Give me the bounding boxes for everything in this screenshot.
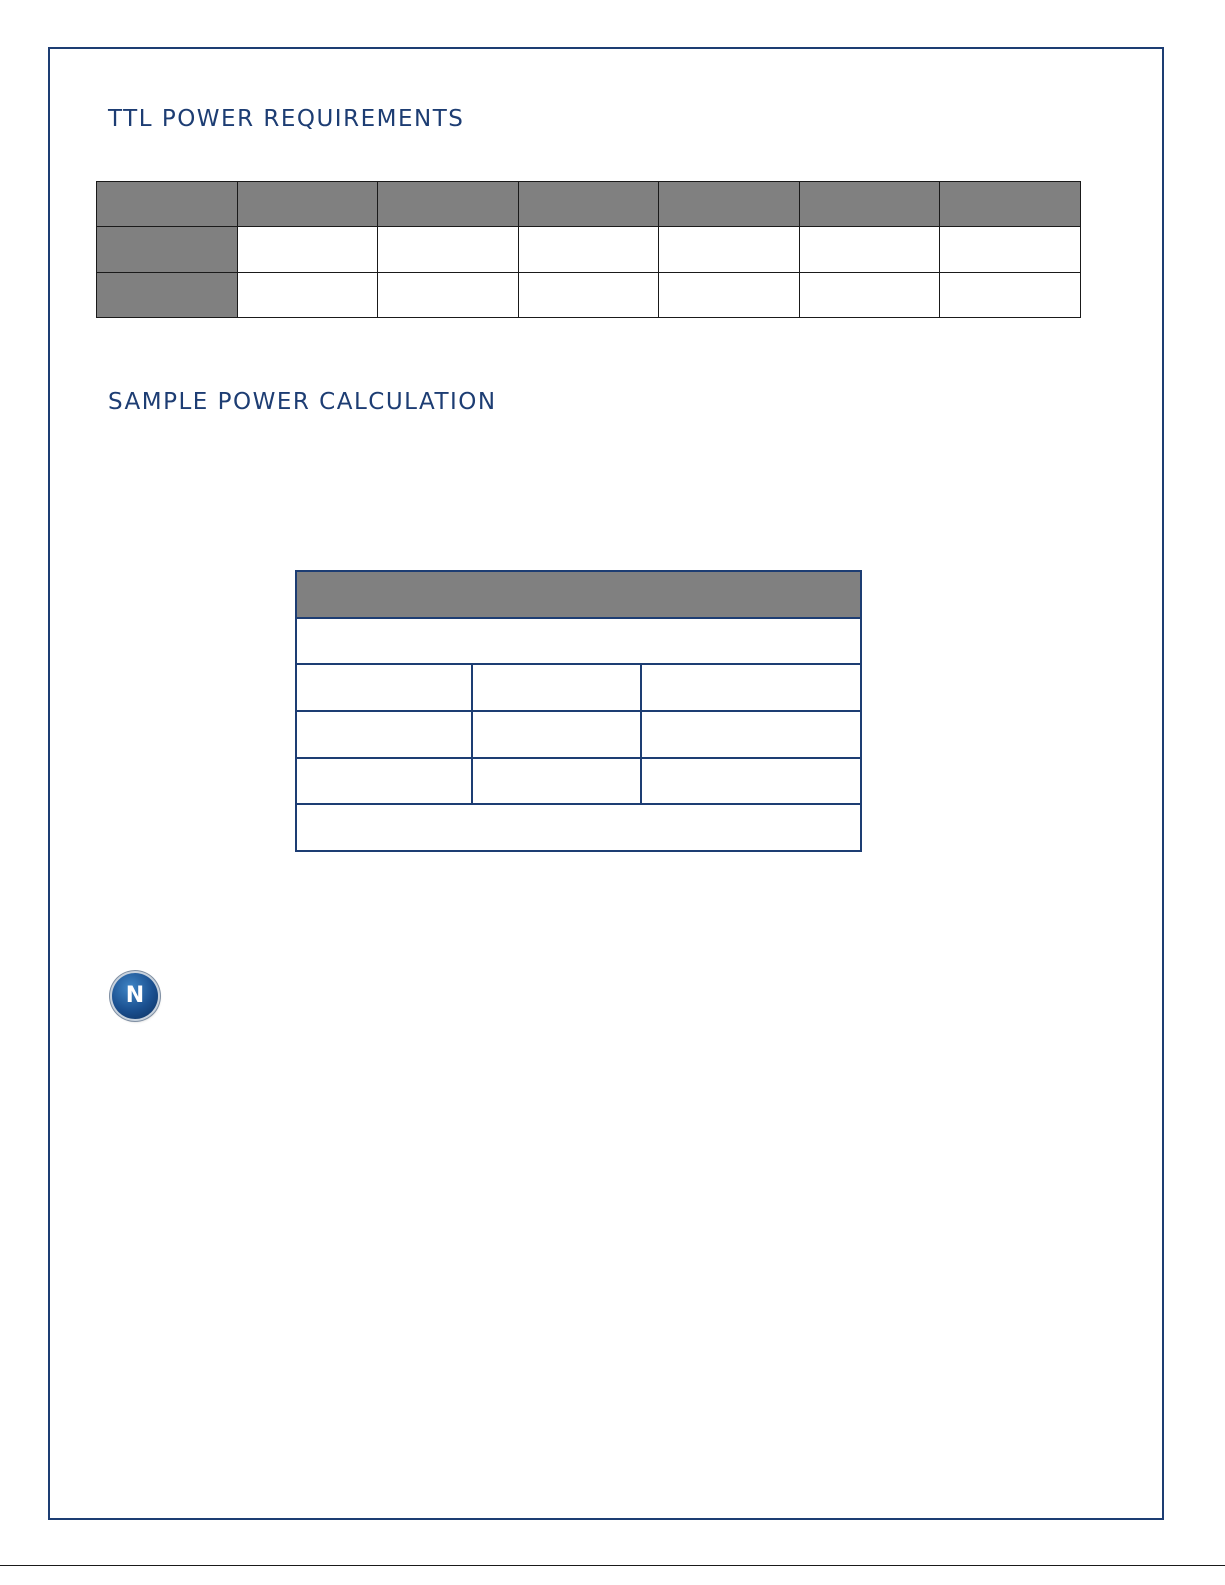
bottom-rule xyxy=(0,1565,1225,1566)
note-icon xyxy=(112,973,158,1019)
table-cell xyxy=(518,272,659,317)
sample-power-calculation-title: SAMPLE POWER CALCULATION xyxy=(108,389,497,415)
table-row xyxy=(97,227,1081,272)
table-header-cell xyxy=(378,182,519,227)
table-row-header-cell xyxy=(97,272,238,317)
table-row xyxy=(296,618,861,665)
table-header-cell xyxy=(799,182,940,227)
table-cell xyxy=(940,272,1081,317)
table-cell xyxy=(641,758,861,805)
table-row-header-cell xyxy=(97,227,238,272)
table-row xyxy=(296,804,861,851)
sample-calculation-table xyxy=(295,570,862,852)
table-row xyxy=(296,571,861,618)
table-cell xyxy=(518,227,659,272)
table-cell xyxy=(378,227,519,272)
table-row xyxy=(296,758,861,805)
table-cell xyxy=(296,664,472,711)
table-header-cell xyxy=(940,182,1081,227)
table-cell xyxy=(641,711,861,758)
table-cell xyxy=(940,227,1081,272)
table-row xyxy=(296,664,861,711)
ttl-power-table xyxy=(96,181,1081,318)
table-cell xyxy=(799,227,940,272)
table-cell xyxy=(799,272,940,317)
table-header-cell xyxy=(97,182,238,227)
table-header-cell xyxy=(296,571,861,618)
table-cell xyxy=(296,711,472,758)
ttl-power-requirements-title: TTL POWER REQUIREMENTS xyxy=(108,106,465,132)
table-row xyxy=(97,182,1081,227)
note-icon-letter: N xyxy=(125,983,145,1008)
table-cell xyxy=(296,804,861,851)
table-cell xyxy=(472,664,641,711)
table-cell xyxy=(296,758,472,805)
table-cell xyxy=(378,272,519,317)
table-cell xyxy=(472,758,641,805)
table-header-cell xyxy=(659,182,800,227)
table-header-cell xyxy=(518,182,659,227)
table-cell xyxy=(472,711,641,758)
table-cell xyxy=(237,227,378,272)
table-cell xyxy=(641,664,861,711)
table-cell xyxy=(237,272,378,317)
table-row xyxy=(296,711,861,758)
table-row xyxy=(97,272,1081,317)
table-cell xyxy=(659,227,800,272)
table-cell xyxy=(296,618,861,665)
table-cell xyxy=(659,272,800,317)
table-header-cell xyxy=(237,182,378,227)
